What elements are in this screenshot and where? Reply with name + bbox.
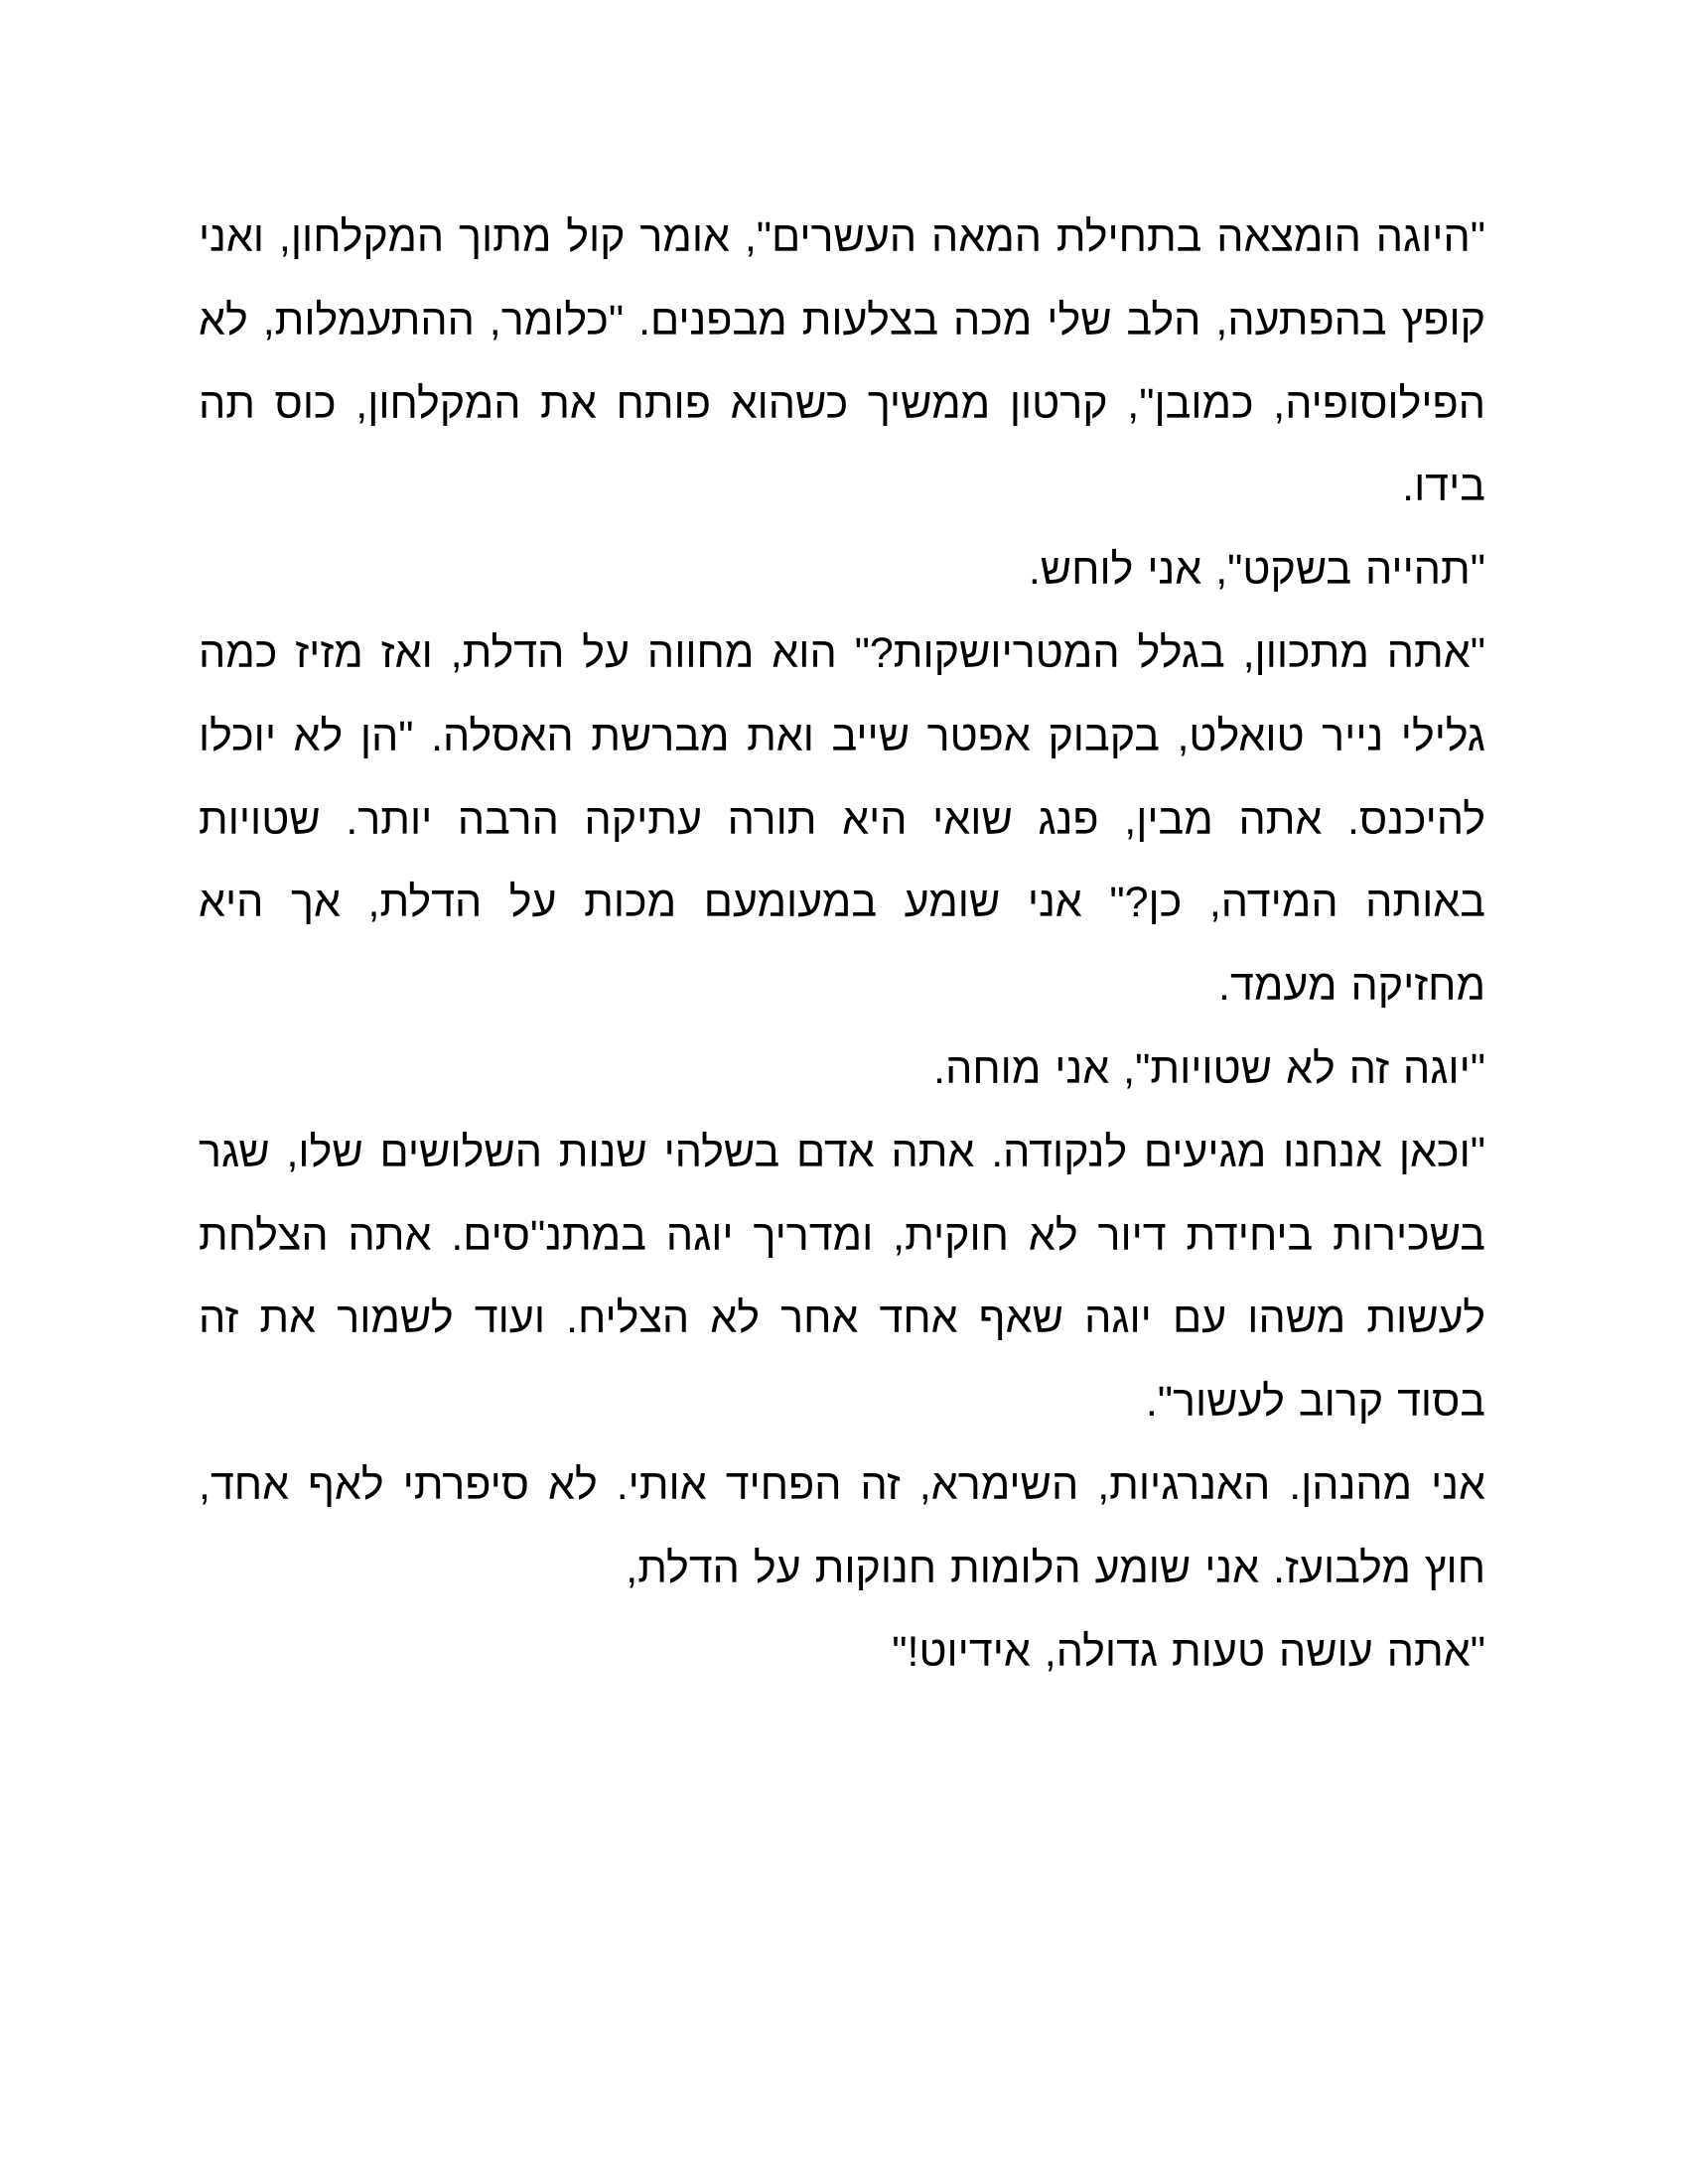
paragraph: "תהייה בשקט", אני לוחש. bbox=[1028, 546, 1485, 595]
paragraph: אני מהנהן. האנרגיות, השימרא, זה הפחיד אותי. לא סיפרתי לאף אחד, חוץ מלבועז. אני שומע הלומות חנוקות על הדלת, bbox=[199, 1460, 1485, 1592]
paragraph: "וכאן אנחנו מגיעים לנקודה. אתה אדם בשלהי שנות השלושים שלו, שגר בשכירות ביחידת דיור לא חוקית, ומדריך יוגה במתנ"סים. אתה הצלחת לעשות משהו עם יוגה שאף אחד אחר לא הצליח. ועוד לשמור את זה בסוד קרוב לעשור". bbox=[199, 1128, 1485, 1427]
paragraph: "יוגה זה לא שטויות", אני מוחה. bbox=[933, 1044, 1485, 1093]
paragraph: "אתה מתכוון, בגלל המטריושקות?" הוא מחווה על הדלת, ואז מזיז כמה גלילי נייר טואלט, בקבוק אפטר שייב ואת מברשת האסלה. "הן לא יוכלו להיכנס. אתה מבין, פנג שואי היא תורה עתיקה הרבה יותר. שטויות באותה המידה, כן?" אני שומע במעומעם מכות על הדלת, אך היא מחזיקה מעמד. bbox=[199, 628, 1485, 1011]
body-text bbox=[199, 197, 1485, 1694]
paragraph: "היוגה הומצאה בתחילת המאה העשרים", אומר קול מתוך המקלחון, ואני קופץ בהפתעה, הלב שלי מכה בצלעות מבפנים. "כלומר, ההתעמלות, לא הפילוסופיה, כמובן", קרטון ממשיך כשהוא פותח את המקלחון, כוס תה בידו. bbox=[199, 213, 1485, 511]
paragraph: "אתה עושה טעות גדולה, אידיוט!" bbox=[892, 1627, 1485, 1676]
